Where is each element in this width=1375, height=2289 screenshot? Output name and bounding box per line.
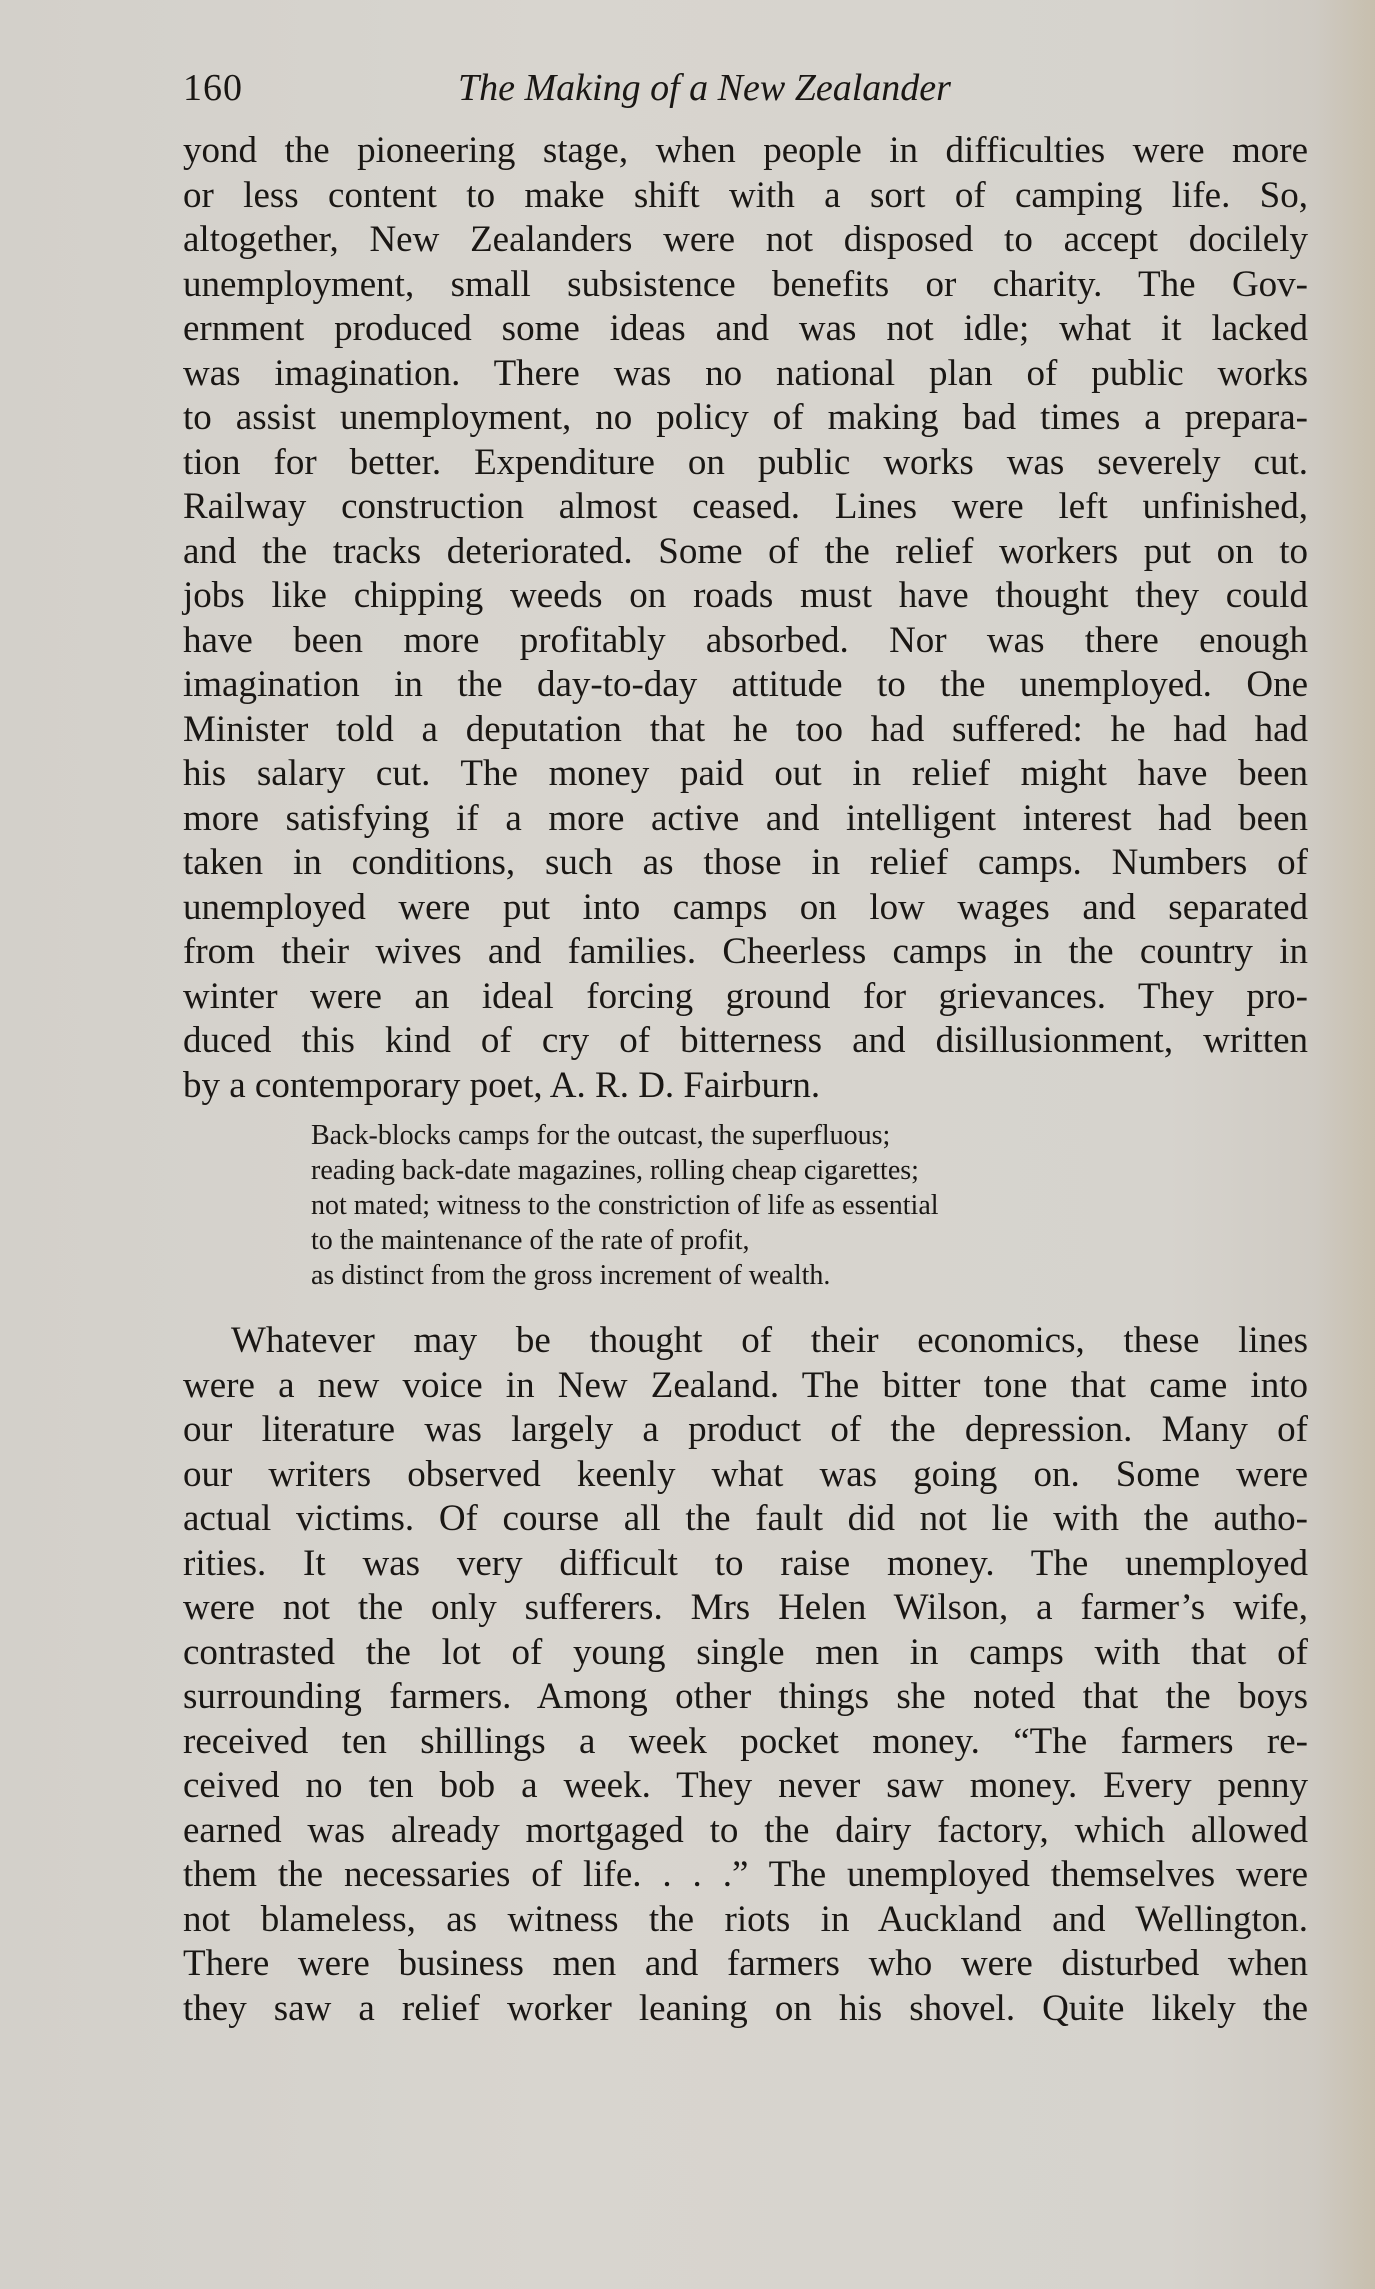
text-line: more satisfying if a more active and intelligent interest had been — [183, 797, 1308, 839]
text-line: unemployment, small subsistence benefits or charity. The Gov- — [183, 263, 1308, 305]
text-line: altogether, New Zealanders were not disposed to accept docilely — [183, 219, 1308, 260]
text-line: winter were an ideal forcing ground for grievances. They pro- — [183, 975, 1308, 1017]
running-header — [183, 66, 1308, 116]
text-line: to assist unemployment, no policy of making bad times a prepara- — [183, 397, 1308, 438]
text-line: yond the pioneering stage, when people in difficulties were more — [183, 130, 1308, 171]
text-line: unemployed were put into camps on low wages and separated — [183, 886, 1308, 928]
verse-line: not mated; witness to the constriction of life as essential — [311, 1190, 939, 1221]
text-line: our writers observed keenly what was going on. Some were — [183, 1453, 1308, 1495]
text-line: rities. It was very difficult to raise money. The unemployed — [183, 1542, 1308, 1584]
text-line: by a contemporary poet, A. R. D. Fairburn. — [183, 1064, 821, 1106]
text-line: taken in conditions, such as those in relief camps. Numbers of — [183, 842, 1308, 883]
text-line: ernment produced some ideas and was not idle; what it lacked — [183, 308, 1308, 349]
text-line: actual victims. Of course all the fault did not lie with the autho- — [183, 1498, 1308, 1539]
text-line: jobs like chipping weeds on roads must have thought they could — [183, 575, 1308, 616]
text-line: or less content to make shift with a sort of camping life. So, — [183, 174, 1308, 216]
text-line: Minister told a deputation that he too had suffered: he had had — [183, 708, 1308, 750]
text-line: them the necessaries of life. . . .” The unemployed themselves were — [183, 1854, 1308, 1895]
text-line: duced this kind of cry of bitterness and disillusionment, written — [183, 1020, 1308, 1061]
paragraph-2 — [183, 1319, 1308, 2031]
text-line: have been more profitably absorbed. Nor was there enough — [183, 619, 1308, 661]
text-line: contrasted the lot of young single men in camps with that of — [183, 1631, 1308, 1673]
page-edge-shadow — [1315, 0, 1375, 2289]
text-line: our literature was largely a product of the depression. Many of — [183, 1409, 1308, 1450]
text-line: imagination in the day-to-day attitude to the unemployed. One — [183, 664, 1308, 705]
running-title: The Making of a New Zealander — [458, 67, 951, 109]
verse-quotation — [311, 1118, 1211, 1293]
verse-line: reading back-date magazines, rolling cheap cigarettes; — [311, 1155, 919, 1186]
text-line: were not the only sufferers. Mrs Helen Wilson, a farmer’s wife, — [183, 1587, 1308, 1628]
text-line: Whatever may be thought of their economics, these lines — [231, 1320, 1308, 1361]
verse-line: as distinct from the gross increment of wealth. — [311, 1260, 831, 1291]
verse-line: to the maintenance of the rate of profit, — [311, 1225, 750, 1256]
text-line: and the tracks deteriorated. Some of the relief workers put on to — [183, 530, 1308, 572]
text-line: ceived no ten bob a week. They never saw money. Every penny — [183, 1765, 1308, 1806]
text-line: his salary cut. The money paid out in relief might have been — [183, 753, 1308, 794]
page-number: 160 — [183, 67, 243, 109]
paragraph-1 — [183, 129, 1308, 1108]
text-line: There were business men and farmers who were disturbed when — [183, 1943, 1308, 1984]
text-line: received ten shillings a week pocket money. “The farmers re- — [183, 1720, 1308, 1762]
text-line: tion for better. Expenditure on public works was severely cut. — [183, 441, 1308, 483]
text-line: Railway construction almost ceased. Lines were left unfinished, — [183, 486, 1308, 527]
text-line: were a new voice in New Zealand. The bitter tone that came into — [183, 1364, 1308, 1406]
text-line: from their wives and families. Cheerless camps in the country in — [183, 931, 1308, 972]
verse-line: Back-blocks camps for the outcast, the superfluous; — [311, 1120, 891, 1151]
text-line: they saw a relief worker leaning on his shovel. Quite likely the — [183, 1987, 1308, 2029]
text-line: surrounding farmers. Among other things she noted that the boys — [183, 1676, 1308, 1717]
text-line: earned was already mortgaged to the dairy factory, which allowed — [183, 1809, 1308, 1851]
text-line: not blameless, as witness the riots in Auckland and Wellington. — [183, 1898, 1308, 1940]
text-line: was imagination. There was no national plan of public works — [183, 352, 1308, 394]
